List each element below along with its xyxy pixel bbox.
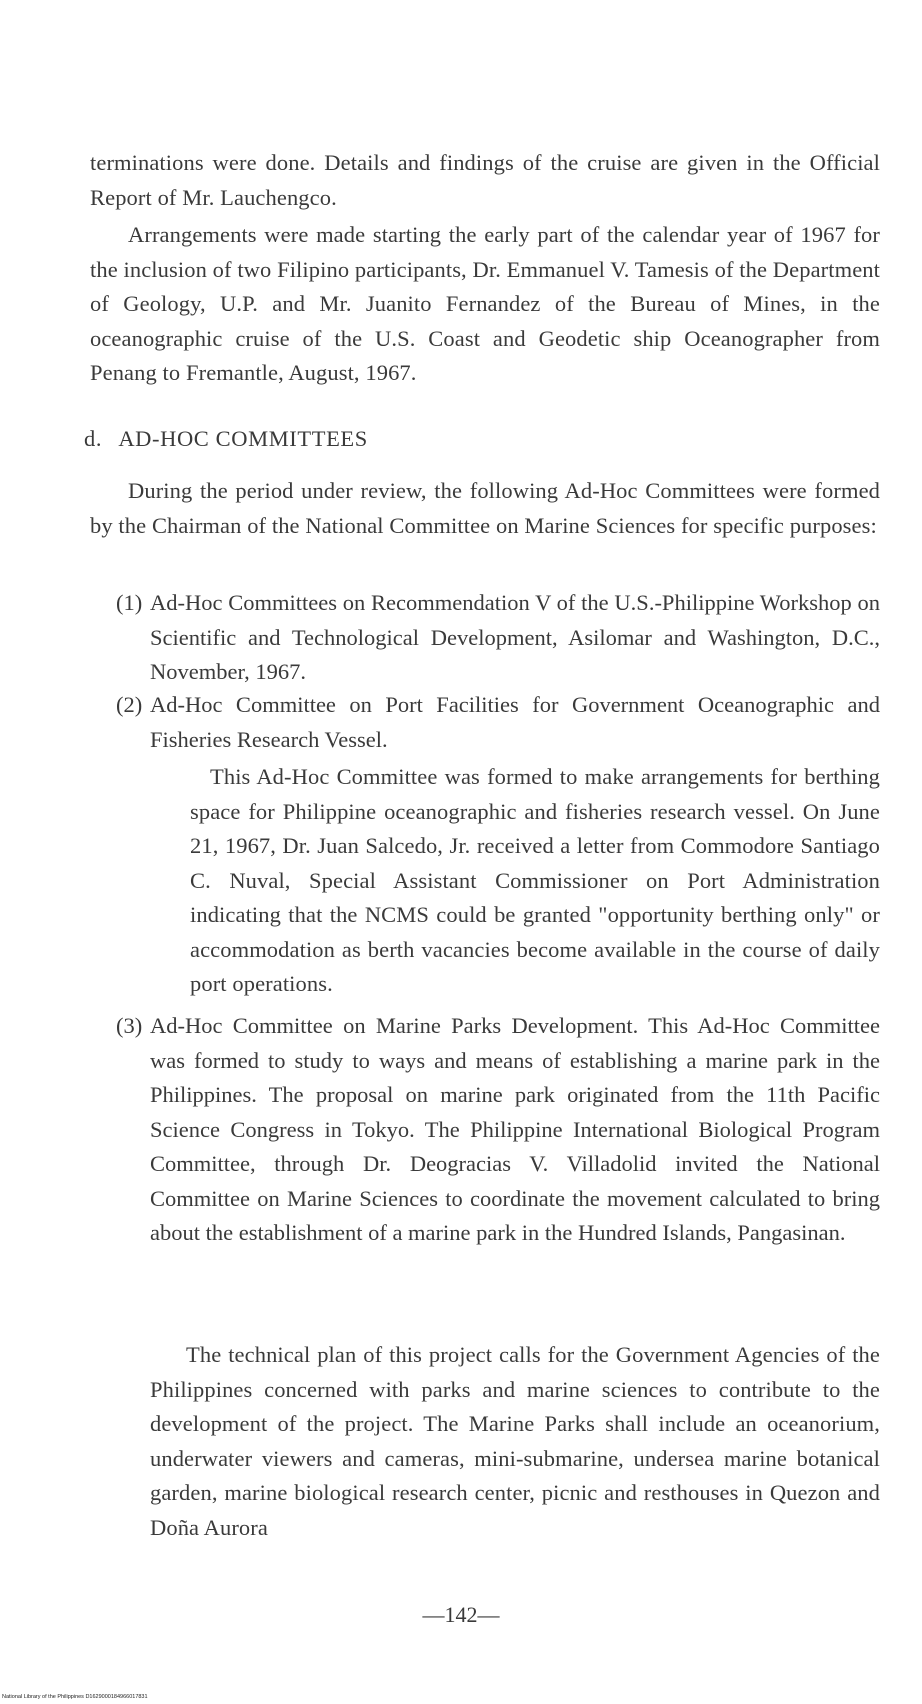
page-number: —142— [422,1602,500,1627]
section-intro: During the period under review, the following Ad-Hoc Committees were formed by the Chairman of the National Committee on Marine Sciences for specific purposes: [90,478,880,538]
library-stamp: National Library of the Philippines D1629000184966017831 [2,1694,148,1700]
item-text: Ad-Hoc Committee on Marine Parks Development. This Ad-Hoc Committee was formed to study to ways and means of establishing a marine park in the Philippines. The proposal on marine park originated from the 11th Pacific Science Congress in Tokyo. The Philippine International Biological Program Committee, through Dr. Deogracias V. Villadolid invited the National Committee on Marine Sciences to coordinate the movement calculated to bring about the establishment of a marine park in the Hundred Islands, Pangasinan. [150,1013,880,1245]
paragraph-2: Arrangements were made starting the early part of the calendar year of 1967 for the inclusion of two Filipino participants, Dr. Emmanuel V. Tamesis of the Department of Geology, U.P. and Mr. Juanito Fernandez of the Bureau of Mines, in the oceanographic cruise of the U.S. Coast and Geodetic ship Oceanographer from Penang to Fremantle, August, 1967. [90,222,880,385]
paragraph-1: terminations were done. Details and findings of the cruise are given in the Official Report of Mr. Lauchengco. [90,150,880,210]
section-letter: d. [84,426,103,451]
item-2-detail: This Ad-Hoc Committee was formed to make arrangements for berthing space for Philippine oceanographic and fisheries research vessel. On June 21, 1967, Dr. Juan Salcedo, Jr. received a letter from Commodore Santiago C. Nuval, Special Assistant Commissioner on Port Administration indicating that the NCMS could be granted "opportunity berthing only" or accommodation as berth vacancies become available in the course of daily port operations. [190,764,880,996]
item-number: (1) [116,590,143,615]
item-3-detail: The technical plan of this project calls for the Government Agencies of the Philippines concerned with parks and marine sciences to contribute to the development of the project. The Marine Parks shall include an oceanorium, underwater viewers and cameras, mini-submarine, undersea marine botanical garden, marine biological research center, picnic and resthouses in Quezon and Doña Aurora [150,1342,880,1540]
item-number: (2) [116,692,143,717]
section-heading [84,423,874,455]
item-text: Ad-Hoc Committees on Recommendation V of the U.S.-Philippine Workshop on Scientific and Technological Development, Asilomar and Washington, D.C., November, 1967. [150,590,880,684]
section-intro-block [90,474,880,543]
paragraph-1-block [90,146,880,215]
paragraph-2-block [90,218,880,391]
item-number: (3) [116,1013,143,1038]
item-3-detail-block [90,1338,880,1545]
item-text: Ad-Hoc Committee on Port Facilities for Government Oceanographic and Fisheries Research Vessel. [150,692,880,752]
item-2-detail-block [90,760,880,1002]
section-title: AD-HOC COMMITTEES [118,426,368,451]
list-item [90,1009,880,1251]
list-item [90,688,880,757]
list-item [90,586,880,690]
